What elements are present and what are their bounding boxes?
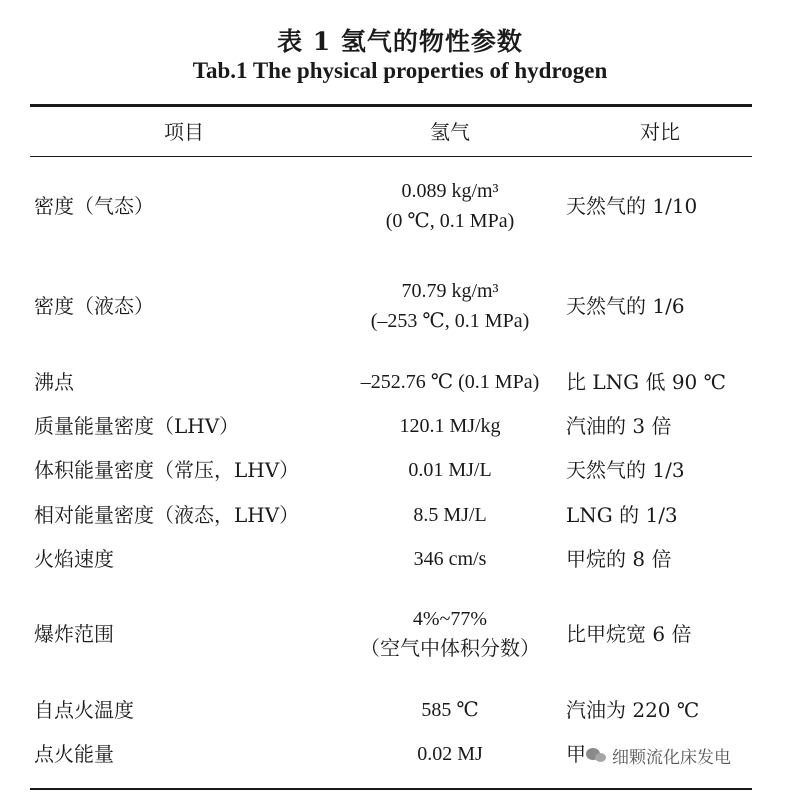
table-title-cn: 表 1 氢气的物性参数 xyxy=(277,27,523,56)
row-item: 点火能量 xyxy=(34,742,114,766)
value-line: (–253 ℃, 0.1 MPa) xyxy=(370,310,530,332)
table-row xyxy=(0,543,800,575)
row-value xyxy=(340,454,560,486)
row-value xyxy=(340,694,560,726)
value-line: 0.02 MJ xyxy=(417,743,483,765)
table-row xyxy=(0,366,800,398)
table-row xyxy=(0,694,800,726)
row-compare: LNG 的 1/3 xyxy=(566,503,678,527)
row-compare: 甲烷的 8 倍 xyxy=(566,547,672,571)
value-line: 8.5 MJ/L xyxy=(413,504,487,526)
row-item: 火焰速度 xyxy=(34,547,114,571)
row-item: 沸点 xyxy=(34,370,74,394)
value-line: 585 ℃ xyxy=(421,699,479,721)
value-line: 120.1 MJ/kg xyxy=(399,415,501,437)
table-row xyxy=(0,454,800,486)
row-value xyxy=(340,598,560,670)
row-item: 相对能量密度（液态，LHV） xyxy=(34,503,300,527)
value-line: （空气中体积分数） xyxy=(360,638,540,660)
watermark-text: 细颗流化床发电 xyxy=(612,747,731,768)
row-value xyxy=(340,738,560,770)
row-item: 质量能量密度（LHV） xyxy=(34,414,240,438)
row-item: 爆炸范围 xyxy=(34,622,114,646)
table-row xyxy=(0,598,800,670)
header-compare: 对比 xyxy=(640,120,680,144)
row-compare: 比甲烷宽 6 倍 xyxy=(566,622,692,646)
value-line: (0 ℃, 0.1 MPa) xyxy=(385,210,515,232)
header-rule xyxy=(30,156,752,157)
value-line: 0.01 MJ/L xyxy=(408,459,492,481)
value-line: 0.089 kg/m³ xyxy=(401,180,499,202)
row-compare: 汽油的 3 倍 xyxy=(566,414,672,438)
row-compare: 甲 xyxy=(566,742,586,766)
row-value xyxy=(330,366,570,398)
table-row xyxy=(0,170,800,242)
table-row xyxy=(0,410,800,442)
row-value xyxy=(340,270,560,342)
row-value xyxy=(340,170,560,242)
value-line: 70.79 kg/m³ xyxy=(401,280,499,302)
value-line: –252.76 ℃ (0.1 MPa) xyxy=(360,371,540,393)
row-value xyxy=(340,499,560,531)
row-compare: 天然气的 1/6 xyxy=(566,294,685,318)
row-value xyxy=(340,410,560,442)
row-compare: 比 LNG 低 90 ℃ xyxy=(566,370,727,394)
table-row xyxy=(0,499,800,531)
table-title-en: Tab.1 The physical properties of hydrogen xyxy=(192,58,608,83)
bottom-rule xyxy=(30,788,752,790)
top-rule xyxy=(30,104,752,107)
row-compare: 汽油为 220 ℃ xyxy=(566,698,700,722)
row-item: 密度（液态） xyxy=(34,294,154,318)
row-item: 体积能量密度（常压，LHV） xyxy=(34,458,300,482)
value-line: 346 cm/s xyxy=(413,548,487,570)
row-item: 密度（气态） xyxy=(34,194,154,218)
wechat-icon xyxy=(586,746,608,764)
row-item: 自点火温度 xyxy=(34,698,134,722)
header-item: 项目 xyxy=(164,120,204,144)
row-compare: 天然气的 1/3 xyxy=(566,458,685,482)
row-compare: 天然气的 1/10 xyxy=(566,194,698,218)
table-row xyxy=(0,270,800,342)
row-value xyxy=(340,543,560,575)
header-hydrogen: 氢气 xyxy=(430,120,470,144)
value-line: 4%~77% xyxy=(412,608,488,630)
watermark xyxy=(586,740,754,770)
